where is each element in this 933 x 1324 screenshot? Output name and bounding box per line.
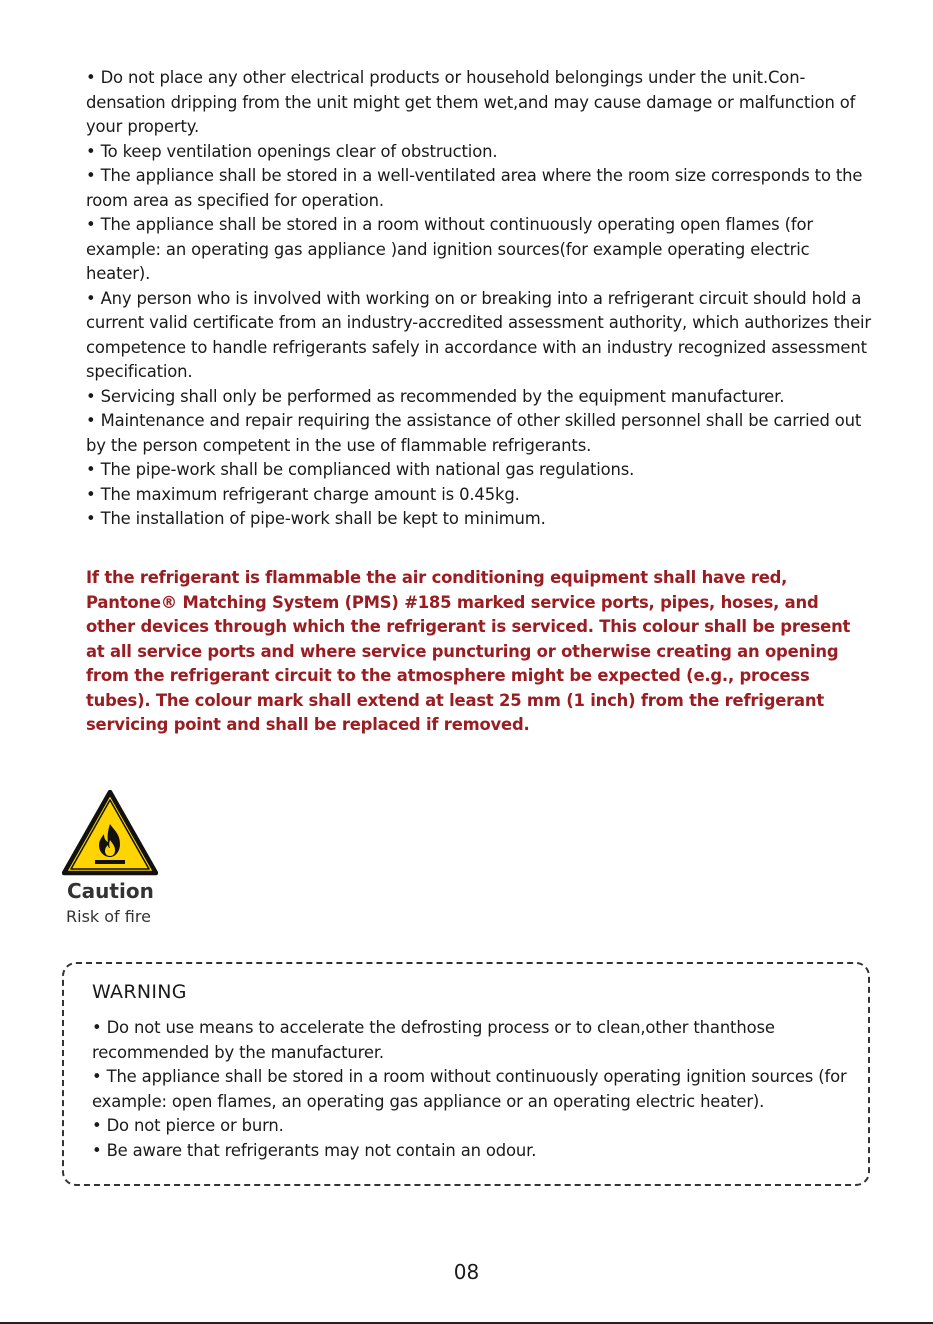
warning-item: • Be aware that refrigerants may not contain an odour. <box>92 1140 537 1160</box>
bullet-item: • To keep ventilation openings clear of obstruction. <box>86 141 498 161</box>
warning-item: • The appliance shall be stored in a room without continuously operating ignition sources (for example: open flames, an operating gas appliance or an operating electric heater). <box>92 1067 847 1111</box>
flammable-refrigerant-notice: If the refrigerant is flammable the air conditioning equipment shall have red, Pantone® Matching System (PMS) #185 marked service ports, pipes, hoses, and other devices through which the refrigerant is serviced. This colour shall be present at all service ports and where service puncturing or otherwise creating an opening from the refrigerant circuit to the atmosphere might be expected (e.g., process tubes). The colour mark shall extend at least 25 mm (1 inch) from the refrigerant servicing point and shall be replaced if removed. <box>86 568 851 734</box>
bullet-item: • The maximum refrigerant charge amount is 0.45kg. <box>86 484 520 504</box>
bullet-item: • The installation of pipe-work shall be kept to minimum. <box>86 509 546 528</box>
warning-list <box>92 1016 862 1163</box>
warning-title: WARNING <box>92 981 187 1003</box>
page-number: 08 <box>453 1260 480 1284</box>
bullet-item: • The appliance shall be stored in a room without continuously operating open flames (for example: an operating gas appliance )and ignition sources(for example operating electric heater). <box>86 215 813 283</box>
bullet-item: • Do not place any other electrical products or household belongings under the unit.Condensation dripping from the unit might get them wet,and may cause damage or malfunction of your property. <box>86 68 856 136</box>
warning-item: • Do not pierce or burn. <box>92 1116 284 1135</box>
safety-bullet-list <box>86 66 872 532</box>
caution-title: Caution <box>67 879 154 903</box>
bullet-item: • The pipe-work shall be complianced with national gas regulations. <box>86 460 635 479</box>
flammable-warning-icon <box>62 790 158 876</box>
bullet-item: • Servicing shall only be performed as recommended by the equipment manufacturer. <box>86 386 785 406</box>
warning-item: • Do not use means to accelerate the defrosting process or to clean,other thanthose recommended by the manufacturer. <box>92 1018 775 1062</box>
caution-symbol <box>62 790 182 876</box>
bullet-item: • The appliance shall be stored in a well-ventilated area where the room size corresponds to the room area as specified for operation. <box>86 166 863 210</box>
caution-subtitle: Risk of fire <box>66 907 151 926</box>
bullet-item: • Maintenance and repair requiring the assistance of other skilled personnel shall be carried out by the person competent in the use of flammable refrigerants. <box>86 411 862 455</box>
bullet-item: • Any person who is involved with working on or breaking into a refrigerant circuit should hold a current valid certificate from an industry-accredited assessment authority, which authorizes their competence to handle refrigerants safely in accordance with an industry recognized assessment specification. <box>86 288 872 381</box>
